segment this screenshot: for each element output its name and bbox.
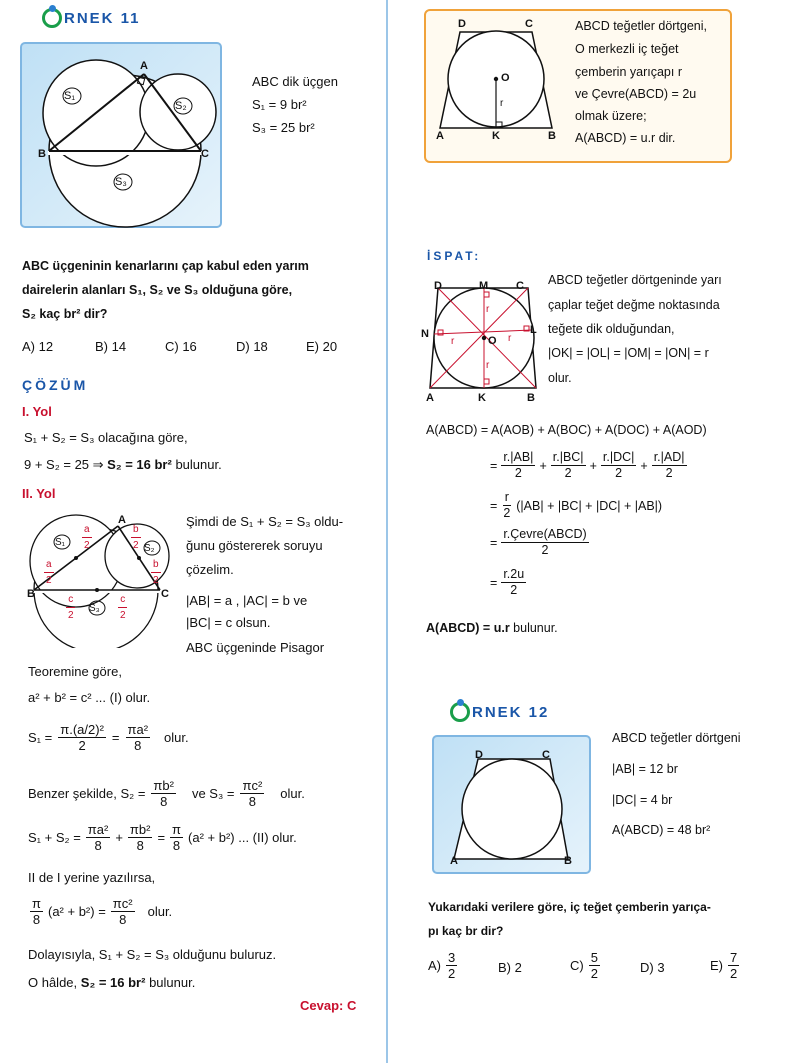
- proof-fig-a: A: [426, 392, 434, 404]
- option-a[interactable]: A) 12: [22, 339, 54, 354]
- ex12-option-a[interactable]: A) $\frac{3}{2}$: [428, 950, 456, 981]
- area-fractions: = $\frac{r.|AB|}{2}$ + $\frac{r.|BC|}{2}$ + $\frac{r.|DC|}{2}$ + $\frac{r.|AD|}{2}$: [490, 450, 685, 480]
- example-12-title: RNEK 12: [472, 703, 550, 721]
- proof-fig-b: B: [527, 392, 535, 404]
- theorem-text-3: çemberin yarıçapı r: [575, 65, 682, 79]
- way-2-text-4: |AB| = a , |AC| = b ve: [186, 593, 308, 608]
- fig2-half-a-side: $\frac{a}{2}$: [46, 559, 52, 586]
- way-2-text-5: |BC| = c olsun.: [186, 615, 271, 630]
- theorem-fig-k: K: [492, 130, 500, 142]
- ex12-fig-d: D: [475, 749, 483, 761]
- area-factored: = $\frac{r}{2}$ (|AB| + |BC| + |DC| + |AB|): [490, 490, 663, 520]
- question-line-3: S₂ kaç br² dir?: [22, 307, 108, 321]
- theorem-text-6: A(ABCD) = u.r dir.: [575, 131, 676, 145]
- fig2-half-c-right: $\frac{c}{2}$: [120, 594, 126, 621]
- option-d[interactable]: D) 18: [236, 339, 268, 354]
- substitute-line: II de I yerine yazılırsa,: [28, 870, 156, 885]
- proof-fig-c: C: [516, 280, 524, 292]
- substitute-formula: $\frac{\pi}{8}$ (a² + b²) = $\frac{\text{πc²}}{8}$ olur.: [32, 896, 173, 927]
- theorem-fig-o: O: [501, 72, 510, 84]
- way-2-title: II. Yol: [22, 486, 56, 501]
- way-2-text-3: çözelim.: [186, 562, 234, 577]
- solution-title: ÇÖZÜM: [22, 377, 89, 393]
- fig1-label-s1: S₁: [64, 90, 76, 102]
- way-2-text-1: Şimdi de S₁ + S₂ = S₃ oldu-: [186, 514, 344, 529]
- proof-text-5: olur.: [548, 371, 572, 385]
- way-1-line-1: S₁ + S₂ = S₃ olacağına göre,: [24, 430, 188, 445]
- theorem-fig-a: A: [436, 130, 444, 142]
- fig2-label-a: A: [118, 514, 126, 526]
- pyth-line-1: Teoremine göre,: [28, 664, 122, 679]
- area-perimeter: = $\frac{\text{r.Çevre(ABCD)}}{2}$: [490, 527, 587, 557]
- option-c[interactable]: C) 16: [165, 339, 197, 354]
- way-1-title: I. Yol: [22, 404, 52, 419]
- proof-result: A(ABCD) = u.r bulunur.: [426, 621, 558, 635]
- fig2-label-s3: S₃: [89, 603, 100, 614]
- example-11-figure: [20, 42, 222, 228]
- theorem-fig-r: r: [500, 98, 504, 109]
- ex12-question-1: Yukarıdaki verilere göre, iç teğet çemberin yarıça-: [428, 900, 711, 914]
- similar-formula: Benzer şekilde, S₂ = $\frac{\text{πb²}}{8}$ ve S₃ = $\frac{\text{πc²}}{8}$ olur.: [28, 778, 305, 809]
- fig1-label-a: A: [140, 60, 148, 72]
- ex12-question-2: pı kaç br dir?: [428, 924, 504, 938]
- ex12-option-c[interactable]: C) $\frac{5}{2}$: [570, 950, 598, 981]
- fig1-label-c: C: [201, 148, 209, 160]
- s1-formula: S₁ = $\frac{\text{π.(a/2)²}}{2}$ = $\frac{\text{πa²}}{8}$ olur.: [28, 722, 189, 753]
- ex12-given-2: |AB| = 12 br: [612, 762, 678, 776]
- given-s1: S₁ = 9 br²: [252, 97, 307, 112]
- way-2-text-2: ğunu göstererek soruyu: [186, 538, 323, 553]
- fig1-label-s2: S₂: [175, 100, 187, 112]
- fig2-label-c: C: [161, 588, 169, 600]
- ex12-option-d[interactable]: D) 3: [640, 960, 665, 975]
- ex12-given-3: |DC| = 4 br: [612, 793, 673, 807]
- theorem-fig-b: B: [548, 130, 556, 142]
- fig2-half-b-top: $\frac{b}{2}$: [133, 524, 139, 551]
- sum-formula: S₁ + S₂ = $\frac{\text{πa²}}{8}$ + $\frac{\text{πb²}}{8}$ = $\frac{\pi}{8}$ (a² + b²) ... (II) olur.: [28, 822, 297, 853]
- proof-fig-o: O: [488, 335, 497, 347]
- proof-fig-d: D: [434, 280, 442, 292]
- fig1-label-b: B: [38, 148, 46, 160]
- proof-fig-r-bottom: r: [486, 360, 490, 371]
- theorem-text-2: O merkezli iç teğet: [575, 42, 679, 56]
- logo-o-icon: [450, 702, 470, 722]
- proof-fig-r-top: r: [486, 304, 490, 315]
- ex12-fig-c: C: [542, 749, 550, 761]
- proof-title: İSPAT:: [427, 249, 482, 263]
- fig2-label-b: B: [27, 588, 35, 600]
- ex12-option-b[interactable]: B) 2: [498, 960, 522, 975]
- example-11-title: RNEK 11: [64, 9, 141, 27]
- way-2-text-6: ABC üçgeninde Pisagor: [186, 640, 325, 655]
- option-e[interactable]: E) 20: [306, 339, 338, 354]
- ex12-fig-b: B: [564, 855, 572, 867]
- fig2-half-b-side: $\frac{b}{2}$: [153, 559, 159, 586]
- theorem-text-1: ABCD teğetler dörtgeni,: [575, 19, 708, 33]
- fig2-label-s1: S₁: [55, 537, 66, 548]
- answer-label: Cevap: C: [300, 998, 357, 1013]
- proof-fig-l: L: [530, 324, 537, 336]
- option-b[interactable]: B) 14: [95, 339, 127, 354]
- theorem-fig-d: D: [458, 18, 466, 30]
- ex12-given-4: A(ABCD) = 48 br²: [612, 823, 711, 837]
- ex12-given-1: ABCD teğetler dörtgeni: [612, 731, 741, 745]
- given-line-1: ABC dik üçgen: [252, 74, 338, 89]
- pyth-line-2: a² + b² = c² ... (I) olur.: [28, 690, 151, 705]
- area-sum-line: A(ABCD) = A(AOB) + A(BOC) + A(DOC) + A(AOD): [426, 423, 707, 437]
- ex12-fig-a: A: [450, 855, 458, 867]
- therefore-line: Dolayısıyla, S₁ + S₂ = S₃ olduğunu buluruz.: [28, 947, 277, 962]
- logo-o-icon: [42, 8, 62, 28]
- proof-fig-n: N: [421, 328, 429, 340]
- fig1-label-s3: S₃: [115, 176, 127, 188]
- theorem-fig-c: C: [525, 18, 533, 30]
- question-line-1: ABC üçgeninin kenarlarını çap kabul eden yarım: [22, 259, 309, 273]
- proof-fig-m: M: [479, 280, 489, 292]
- proof-text-2: çaplar teğet değme noktasında: [548, 298, 720, 312]
- proof-fig-r-right: r: [508, 333, 512, 344]
- proof-fig-r-left: r: [451, 336, 455, 347]
- area-2u: = $\frac{r.2u}{2}$: [490, 567, 525, 597]
- proof-text-1: ABCD teğetler dörtgeninde yarı: [548, 273, 722, 287]
- proof-text-4: |OK| = |OL| = |OM| = |ON| = r: [548, 346, 709, 360]
- theorem-text-5: olmak üzere;: [575, 109, 647, 123]
- given-s3: S₃ = 25 br²: [252, 120, 315, 135]
- example-12-logo: [450, 702, 549, 722]
- way-1-line-2: 9 + S₂ = 25 ⇒ S₂ = 16 br² bulunur.: [24, 457, 222, 472]
- column-divider: [386, 0, 388, 1063]
- proof-fig-k: K: [478, 392, 486, 404]
- proof-text-3: teğete dik olduğundan,: [548, 322, 675, 336]
- fig2-half-a-top: $\frac{a}{2}$: [84, 524, 90, 551]
- ex12-option-e[interactable]: E) $\frac{7}{2}$: [710, 950, 738, 981]
- theorem-text-4: ve Çevre(ABCD) = 2u: [575, 87, 697, 101]
- fig2-half-c-left: $\frac{c}{2}$: [68, 594, 74, 621]
- question-line-2: dairelerin alanları S₁, S₂ ve S₃ olduğuna göre,: [22, 283, 293, 297]
- fig2-label-s2: S₂: [144, 543, 155, 554]
- example-11-logo: [42, 8, 141, 28]
- final-line: O hâlde, S₂ = 16 br² bulunur.: [28, 975, 196, 990]
